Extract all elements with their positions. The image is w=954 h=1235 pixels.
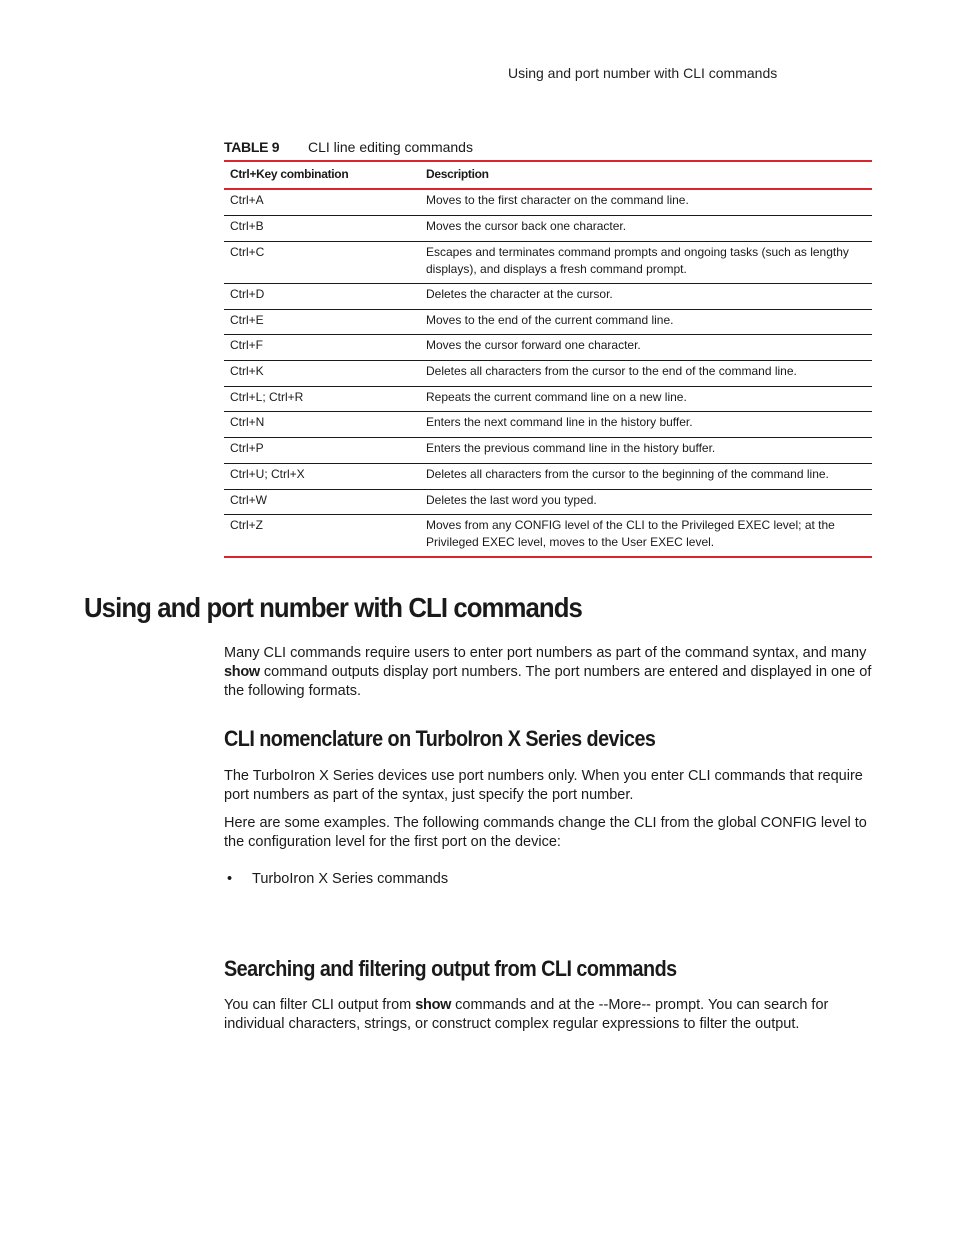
description-cell: Escapes and terminates command prompts and ongoing tasks (such as lengthy displays), and displays a fresh command prompt. [426, 245, 849, 276]
key-cell: Ctrl+U; Ctrl+X [230, 467, 305, 481]
table-row [224, 387, 872, 412]
table-row [224, 438, 872, 464]
description-cell: Moves to the end of the current command line. [426, 313, 674, 327]
paragraph-text: command outputs display port numbers. The port numbers are entered and displayed in one of the following formats. [224, 664, 872, 699]
show-command: show [224, 664, 260, 680]
subsection-heading-nomenclature: CLI nomenclature on TurboIron X Series devices [224, 726, 656, 751]
paragraph-text: commands and at the --More-- prompt. You can search for individual characters, strings, or construct complex regular expressions to filter the output. [224, 997, 829, 1032]
description-cell: Deletes all characters from the cursor to the beginning of the command line. [426, 467, 829, 481]
key-cell: Ctrl+B [230, 219, 264, 233]
description-cell: Moves from any CONFIG level of the CLI to the Privileged EXEC level; at the Privileged EXEC level, moves to the User EXEC level. [426, 518, 835, 549]
table-row [224, 412, 872, 438]
key-cell: Ctrl+D [230, 287, 265, 301]
bullet-icon: • [227, 871, 233, 887]
table-row [224, 284, 872, 310]
cli-editing-table [224, 160, 872, 558]
key-cell: Ctrl+C [230, 245, 265, 259]
table-row [224, 361, 872, 387]
show-command: show [415, 997, 452, 1013]
section-heading-port-numbers: Using and port number with CLI commands [84, 592, 582, 623]
table-caption [224, 139, 473, 155]
key-cell: Ctrl+L; Ctrl+R [230, 390, 304, 404]
key-cell: Ctrl+E [230, 313, 264, 327]
key-cell: Ctrl+N [230, 415, 265, 429]
key-cell: Ctrl+Z [230, 518, 263, 532]
description-cell: Moves to the first character on the command line. [426, 193, 689, 207]
bullet-item: TurboIron X Series commands [252, 871, 449, 887]
searching-paragraph [224, 996, 874, 1034]
nomenclature-paragraph-1: The TurboIron X Series devices use port numbers only. When you enter CLI commands that require port numbers as part of the syntax, just specify the port number. [224, 768, 863, 803]
subsection-heading-searching: Searching and filtering output from CLI commands [224, 956, 677, 981]
column-header-description: Description [426, 167, 489, 181]
nomenclature-paragraph-2: Here are some examples. The following commands change the CLI from the global CONFIG level to the configuration level for the first port on the device: [224, 815, 867, 850]
table-row [224, 490, 872, 515]
table-row [224, 464, 872, 490]
description-cell: Deletes the last word you typed. [426, 493, 597, 507]
description-cell: Moves the cursor back one character. [426, 219, 627, 233]
table-label: TABLE 9 [224, 139, 280, 155]
running-header: Using and port number with CLI commands [508, 65, 778, 81]
key-cell: Ctrl+W [230, 493, 267, 507]
key-cell: Ctrl+P [230, 441, 264, 455]
paragraph-text: Many CLI commands require users to enter port numbers as part of the command syntax, and many [224, 645, 867, 661]
table-row [224, 310, 872, 335]
description-cell: Moves the cursor forward one character. [426, 338, 641, 352]
table-header-row [224, 162, 872, 190]
table-title: CLI line editing commands [308, 139, 473, 155]
table-row [224, 242, 872, 284]
key-cell: Ctrl+K [230, 364, 264, 378]
description-cell: Deletes all characters from the cursor to the end of the command line. [426, 364, 797, 378]
paragraph-text: You can filter CLI output from [224, 997, 416, 1013]
table-row [224, 190, 872, 216]
key-cell: Ctrl+F [230, 338, 263, 352]
column-header-key: Ctrl+Key combination [230, 167, 349, 181]
description-cell: Deletes the character at the cursor. [426, 287, 613, 301]
table-row [224, 335, 872, 361]
table-row [224, 216, 872, 242]
description-cell: Repeats the current command line on a new line. [426, 390, 687, 404]
table-row [224, 515, 872, 556]
key-cell: Ctrl+A [230, 193, 264, 207]
description-cell: Enters the previous command line in the history buffer. [426, 441, 716, 455]
description-cell: Enters the next command line in the history buffer. [426, 415, 693, 429]
port-numbers-paragraph [224, 644, 874, 701]
